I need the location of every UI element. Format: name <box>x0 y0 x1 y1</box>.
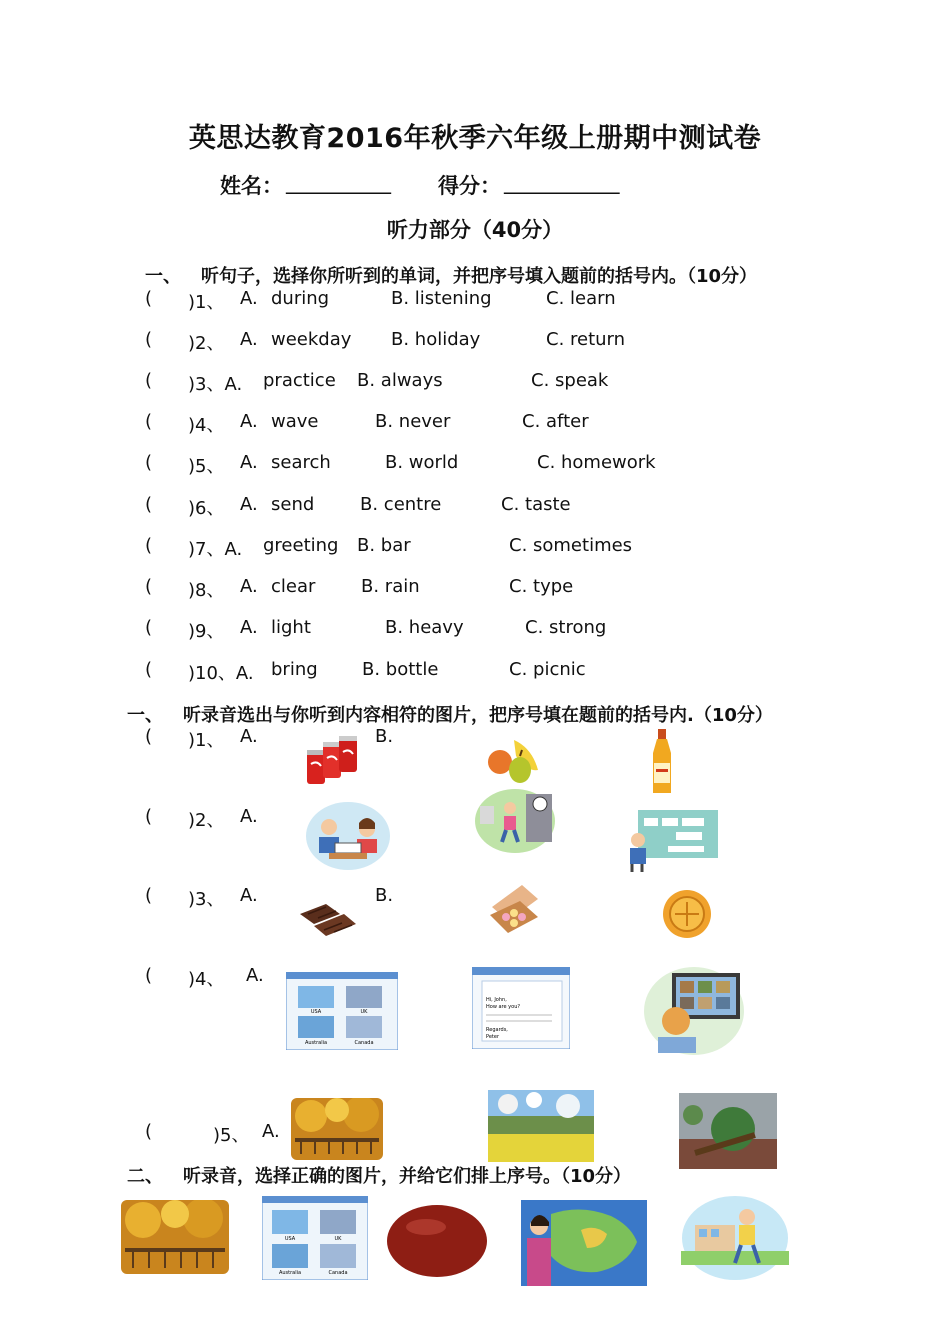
countries-webpage-picture[interactable] <box>286 972 398 1050</box>
mooncake-picture[interactable] <box>661 888 713 940</box>
option-b: B. listening <box>391 288 492 309</box>
answer-paren[interactable]: ( <box>145 659 153 680</box>
option-c: C. learn <box>546 288 616 309</box>
option-b: B. never <box>375 411 451 432</box>
label-usa: USA <box>284 1236 296 1242</box>
option-c: C. speak <box>531 370 609 391</box>
section1-instruction: 听句子，选择你所听到的单词，并把序号填入题前的括号内。（10分） <box>201 266 758 287</box>
answer-paren[interactable]: ( <box>145 288 153 309</box>
option-c: C. return <box>546 329 626 350</box>
item-number: )1、 <box>188 292 225 313</box>
option-b-label: B. <box>375 726 394 747</box>
answer-paren[interactable]: ( <box>145 329 153 350</box>
option-b: B. bar <box>357 535 411 556</box>
answer-paren[interactable]: ( <box>145 885 153 906</box>
option-b: B. always <box>357 370 443 391</box>
option-a-label: A. <box>240 288 258 309</box>
answer-paren[interactable]: ( <box>145 617 153 638</box>
score-blank[interactable]: ___________ <box>504 170 620 194</box>
option-a: clear <box>271 576 316 597</box>
option-b: B. rain <box>361 576 420 597</box>
section2-number: 一、 <box>127 705 163 726</box>
option-a: bring <box>271 659 318 680</box>
countries-webpage-picture[interactable] <box>262 1196 368 1280</box>
part-title: 听力部分（40分） <box>386 218 564 242</box>
item-number: )8、 <box>188 580 225 601</box>
section2-instruction: 听录音选出与你听到内容相符的图片，把序号填在题前的括号内.（10分） <box>183 705 773 726</box>
option-a-label: A. <box>240 411 258 432</box>
girl-walking-picture[interactable] <box>474 788 556 854</box>
option-a-label: A. <box>240 576 258 597</box>
fallen-tree-picture[interactable] <box>679 1093 777 1169</box>
option-b: B. world <box>385 452 459 473</box>
label-canada: Canada <box>354 1040 374 1046</box>
option-a: weekday <box>271 329 352 350</box>
answer-paren[interactable]: ( <box>145 452 153 473</box>
answer-paren[interactable]: ( <box>145 535 153 556</box>
option-c: C. after <box>522 411 589 432</box>
item-number: )5、 <box>188 456 225 477</box>
item-number: )1、 <box>188 730 225 751</box>
fruit-picture[interactable] <box>484 732 548 784</box>
item-number: )5、 <box>213 1125 250 1146</box>
label-australia: Australia <box>278 1270 302 1276</box>
option-a-label: A. <box>240 494 258 515</box>
option-a: greeting <box>263 535 339 556</box>
option-a: practice <box>263 370 336 391</box>
name-blank[interactable]: __________ <box>286 170 391 194</box>
option-b: B. centre <box>360 494 442 515</box>
option-a-label: A. <box>240 885 258 906</box>
option-a-label: A. <box>240 726 258 747</box>
item-number: )7、A. <box>188 539 243 560</box>
option-c: C. type <box>509 576 574 597</box>
option-c: C. sometimes <box>509 535 633 556</box>
option-c: C. homework <box>537 452 656 473</box>
section1-number: 一、 <box>145 266 181 287</box>
bottle-picture[interactable] <box>648 727 676 797</box>
label-uk: UK <box>334 1236 342 1242</box>
item-number: )3、A. <box>188 374 243 395</box>
item-number: )4、 <box>188 969 225 990</box>
item-number: )9、 <box>188 621 225 642</box>
option-b: B. holiday <box>391 329 481 350</box>
weather-report-picture[interactable] <box>521 1200 647 1286</box>
email-name: Peter <box>486 1034 500 1040</box>
option-a-label: A. <box>240 329 258 350</box>
email-greeting: Hi, John, <box>486 997 507 1003</box>
answer-paren[interactable]: ( <box>145 726 153 747</box>
option-b-label: B. <box>375 885 394 906</box>
autumn-park-picture[interactable] <box>291 1098 383 1160</box>
option-a-label: A. <box>240 806 258 827</box>
page-title: 英思达教育2016年秋季六年级上册期中测试卷 <box>188 123 762 154</box>
spring-flowers-picture[interactable] <box>488 1090 594 1162</box>
option-a: send <box>271 494 315 515</box>
item-number: )10、A. <box>188 663 254 684</box>
item-number: )2、 <box>188 333 225 354</box>
item-number: )4、 <box>188 415 225 436</box>
option-a: wave <box>271 411 319 432</box>
email-regards: Regards, <box>486 1027 508 1033</box>
answer-paren[interactable]: ( <box>145 1121 153 1142</box>
answer-paren[interactable]: ( <box>145 965 153 986</box>
dessert-box-picture[interactable] <box>486 881 542 941</box>
label-canada: Canada <box>328 1270 348 1276</box>
girl-school-picture[interactable] <box>681 1195 789 1281</box>
option-a-label: A. <box>240 452 258 473</box>
label-uk: UK <box>360 1009 368 1015</box>
label-australia: Australia <box>304 1040 328 1046</box>
email-question: How are you? <box>486 1004 521 1010</box>
option-a-label: A. <box>240 617 258 638</box>
boy-computer-picture[interactable] <box>644 967 744 1055</box>
option-b: B. bottle <box>362 659 439 680</box>
cola-cans-picture[interactable] <box>305 732 363 788</box>
item-number: )3、 <box>188 889 225 910</box>
answer-paren[interactable]: ( <box>145 411 153 432</box>
label-usa: USA <box>310 1009 322 1015</box>
answer-paren[interactable]: ( <box>145 494 153 515</box>
autumn-park-picture[interactable] <box>121 1200 229 1274</box>
answer-paren[interactable]: ( <box>145 806 153 827</box>
option-a: light <box>271 617 311 638</box>
score-label: 得分： <box>438 174 501 198</box>
section3-number: 二、 <box>127 1166 163 1187</box>
section3-instruction: 听录音，选择正确的图片，并给它们排上序号。（10分） <box>183 1166 632 1187</box>
option-a: search <box>271 452 331 473</box>
item-number: )2、 <box>188 810 225 831</box>
boy-at-board-picture[interactable] <box>624 806 720 872</box>
option-a-label: A. <box>262 1121 280 1142</box>
option-a: during <box>271 288 330 309</box>
red-bean-picture[interactable] <box>386 1203 488 1279</box>
email-picture[interactable] <box>472 967 570 1049</box>
chess-players-picture[interactable] <box>305 801 391 871</box>
option-a-label: A. <box>246 965 264 986</box>
answer-paren[interactable]: ( <box>145 370 153 391</box>
item-number: )6、 <box>188 498 225 519</box>
option-c: C. picnic <box>509 659 586 680</box>
option-c: C. strong <box>525 617 607 638</box>
option-c: C. taste <box>501 494 571 515</box>
option-b: B. heavy <box>385 617 464 638</box>
name-label: 姓名： <box>220 174 283 198</box>
chocolate-picture[interactable] <box>298 900 358 940</box>
answer-paren[interactable]: ( <box>145 576 153 597</box>
